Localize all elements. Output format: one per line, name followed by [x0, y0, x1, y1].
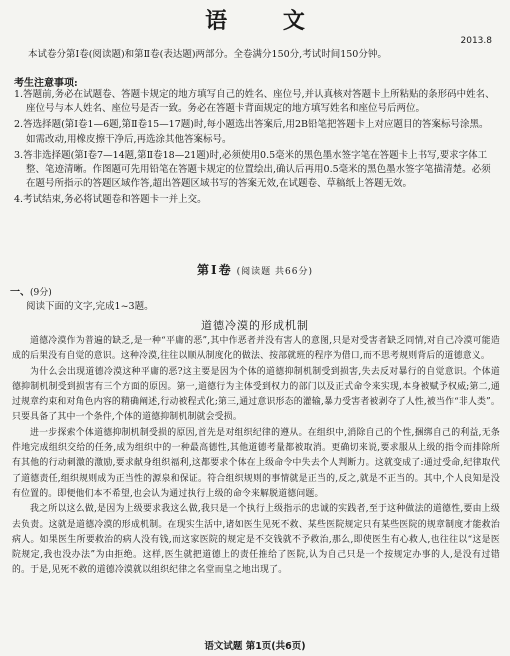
exam-intro: 本试卷分第Ⅰ卷(阅读题)和第Ⅱ卷(表达题)两部分。全卷满分150分,考试时间150分钟。 [28, 49, 387, 60]
section-title-main: 第Ⅰ卷 [197, 263, 233, 277]
section-subtitle: (阅读题 共66分) [236, 267, 313, 277]
notice-item: 2.答选择题(第Ⅰ卷1—6题,第Ⅱ卷15—17题)时,每小题选出答案后,用2B铅笔把答题卡上对应题目的答案标号涂黑。如需改动,用橡皮擦干净后,再选涂其他答案标号。 [14, 119, 489, 145]
notice-item: 1.答题前,务必在试题卷、答题卡规定的地方填写自己的姓名、座位号,并认真核对答题卡上所粘贴的条形码中姓名、座位号与本人姓名、座位号是否一致。务必在答题卡背面规定的地方填写姓名和座位号后两位。 [14, 89, 495, 115]
notice-item: 3.答非选择题(第Ⅰ卷7—14题,第Ⅱ卷18—21题)时,必须使用0.5毫米的黑色墨水签字笔在答题卡上书写,要求字体工整、笔迹清晰。作图题可先用铅笔在答题卡规定的位置绘出,确认后再用0.5毫米的黑色墨水签字笔描清楚。必须在题号所指示的答题区域作答,超出答题区域书写的答案无效,在试题卷、草稿纸上答题无效。 [14, 149, 491, 190]
essay-paragraph: 为什么会出现道德冷漠这种平庸的恶?这主要是因为个体的道德抑制机制受到损害,失去反对暴行的自觉意识。个体道德抑制机制受到损害有三个方面的原因。第一,道德行为主体受到权力的部门以及正式命令来实现,本身被赋予权威;第二,通过规章约束和对角色内容的精确阐述,行动被程式化;第三,通过意识形态的灌输,暴力受害者被剥夺了人性,被当作“非人类”。只要具备了其中一个条件,个体的道德抑制机制就会受损。 [12, 366, 500, 423]
section-title [0, 261, 510, 278]
essay-paragraph: 进一步探索个体道德抑制机制受损的原因,首先是对组织纪律的遵从。在组织中,消除自己的个性,捆绑自己的利益,无条件地完成组织交给的任务,成为组织中的一种最高德性,其他道德考量都被取消。更确切来说,要求服从上级的指令而排除所有其他的行动刺激的激励,要求献身组织福利,这都要求个体在上级命令中失去个人判断力。这就变成了:通过受命,纪律取代了道德责任,组织规则成为正当性的源泉和保证。符合组织规则的事情就是正当的,反之,就是不正当的。其中,个人良知是没有位置的。即便他们本不希望,也会认为通过执行上级的命令来解脱道德问题。 [12, 427, 500, 499]
part-one-instruction: 阅读下面的文字,完成1~3题。 [26, 301, 154, 312]
notice-item: 4.考试结束,务必将试题卷和答题卡一并上交。 [14, 194, 207, 206]
part-one-points: (9分) [30, 288, 52, 298]
essay-body [12, 334, 500, 579]
part-one-number: 一、 [10, 287, 30, 298]
notice-list [14, 88, 498, 210]
notice-heading: 考生注意事项: [14, 78, 78, 89]
page-footer: 语文试题 第1页(共6页) [204, 641, 306, 652]
essay-paragraph: 我之所以这么做,是因为上级要求我这么做,我只是一个执行上级指示的忠诚的实践者,至于这种做法的道德性,要由上级去负责。这就是道德冷漠的形成机制。在现实生活中,诸如医生见死不救、某些医院规定只有某些医院的规章制度才能救治病人。如果医生所要救治的病人没有钱,而这家医院的规定是不交钱就不予救治,那么,即使医生有心救人,也往往以“这是医院规定,我也没办法”为由拒绝。这样,医生就把道德上的责任推给了医院,认为自己只是一个按规定办事的人,是没有过错的。于是,见死不救的道德冷漠就以组织纪律之名堂而皇之地出现了。 [12, 504, 500, 576]
part-one-label [10, 283, 52, 298]
exam-date: 2013.8 [460, 36, 492, 46]
exam-title: 语 文 [205, 8, 329, 34]
essay-title: 道德冷漠的形成机制 [201, 319, 309, 332]
essay-paragraph: 道德冷漠作为普遍的缺乏,是一种“平庸的恶”,其中作恶者并没有害人的意图,只是对受害者缺乏同情,对自己冷漠可能造成的后果没有自觉的意识。这种冷漠,往往以顺从制度化的做法、按部就班的程序为借口,而不思考规则背后的道德意义。 [12, 336, 500, 362]
